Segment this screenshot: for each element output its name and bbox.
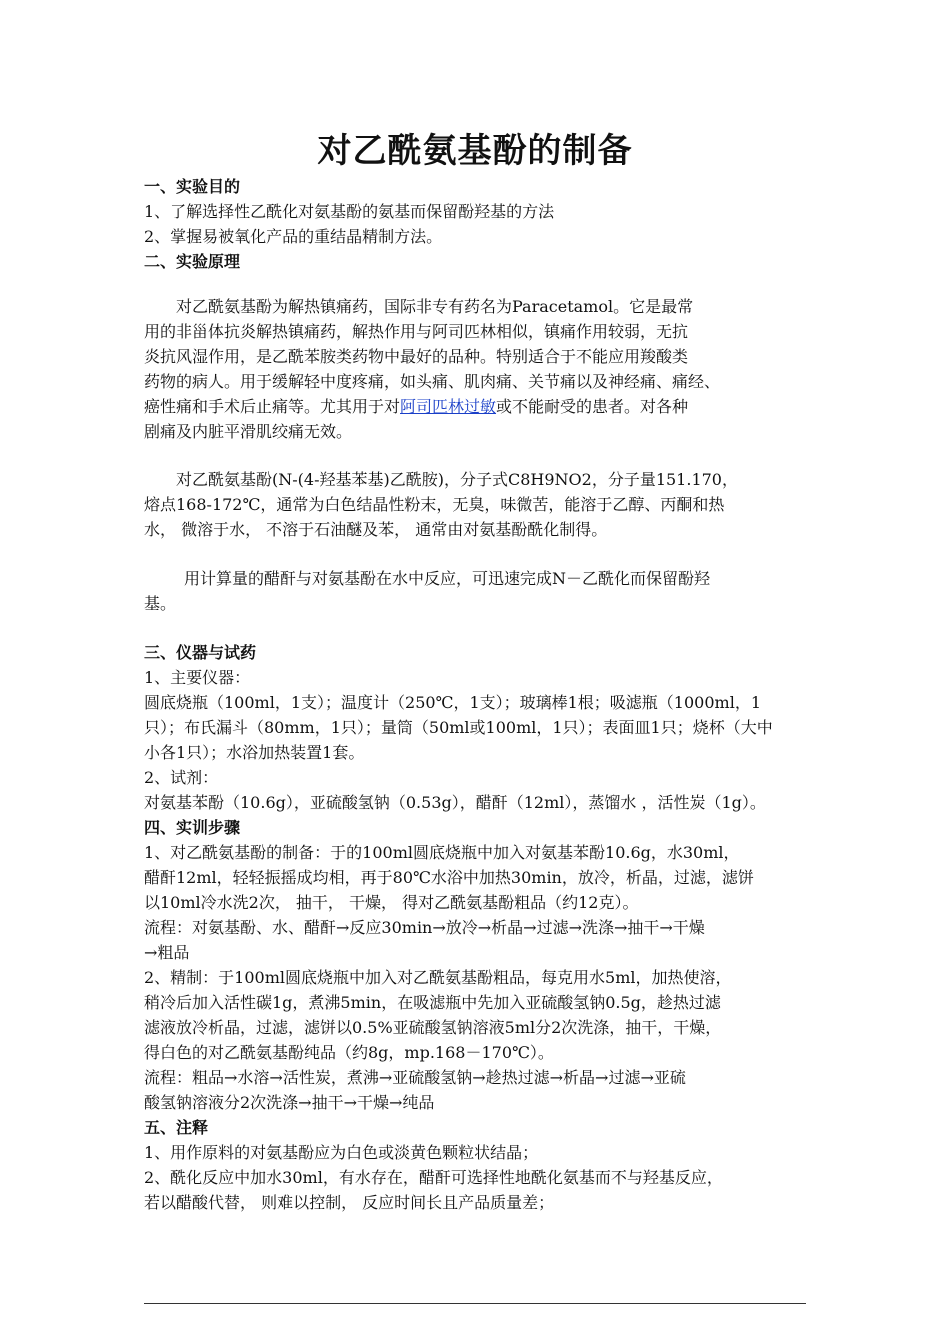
text-line: 圆底烧瓶（100ml，1支）；温度计（250℃，1支）；玻璃棒1根；吸滤瓶（1000ml，1: [144, 693, 761, 712]
text-line: 滤液放冷析晶，过滤，滤饼以0.5%亚硫酸氢钠溶液5ml分2次洗涤，抽干，干燥，: [144, 1018, 722, 1037]
text-segment: 或不能耐受的患者。对各种: [496, 397, 689, 416]
principle-paragraph-2: [144, 467, 806, 542]
text-line: 水， 微溶于水， 不溶于石油醚及苯， 通常由对氨基酚酰化制得。: [144, 520, 608, 539]
text-line: 剧痛及内脏平滑肌绞痛无效。: [144, 422, 353, 441]
text-line: 得白色的对乙酰氨基酚纯品（约8g，mp.168－170℃）。: [144, 1043, 554, 1062]
text-line: 对乙酰氨基酚(N-(4-羟基苯基)乙酰胺)，分子式C8H9NO2，分子量151.170，: [176, 470, 738, 489]
text-line: [144, 394, 806, 419]
text-line: 用的非甾体抗炎解热镇痛药，解热作用与阿司匹林相似，镇痛作用较弱，无抗: [144, 322, 689, 341]
aspirin-allergy-link[interactable]: 阿司匹林过敏: [400, 397, 497, 416]
text-line: 对氨基苯酚（10.6g），亚硫酸氢钠（0.53g），醋酐（12ml），蒸馏水 ，活性炭（1g）。: [144, 793, 766, 812]
section-heading: 三、仪器与试药: [144, 643, 257, 662]
text-line: 流程：对氨基酚、水、醋酐→反应30min→放冷→析晶→过滤→洗涤→抽干→干燥: [144, 918, 705, 937]
text-line: 1、主要仪器：: [144, 668, 251, 687]
text-line: 1、用作原料的对氨基酚应为白色或淡黄色颗粒状结晶；: [144, 1143, 539, 1162]
text-line: 小各1只）；水浴加热装置1套。: [144, 743, 365, 762]
text-line: 2、精制：于100ml圆底烧瓶中加入对乙酰氨基酚粗品，每克用水5ml，加热使溶，: [144, 968, 732, 987]
text-line: 以10ml冷水洗2次， 抽干， 干燥， 得对乙酰氨基酚粗品（约12克）。: [144, 893, 639, 912]
text-line: 醋酐12ml，轻轻振摇成均相，再于80℃水浴中加热30min，放冷，析晶，过滤，滤饼: [144, 868, 754, 887]
text-line: 1、对乙酰氨基酚的制备：于的100ml圆底烧瓶中加入对氨基苯酚10.6g，水30ml，: [144, 843, 740, 862]
text-segment: 癌性痛和手术后止痛等。尤其用于对: [144, 397, 401, 416]
text-line: 若以醋酸代替， 则难以控制， 反应时间长且产品质量差；: [144, 1193, 555, 1212]
section-heading: 一、实验目的: [144, 177, 241, 196]
section-heading: 二、实验原理: [144, 252, 241, 271]
section-equipment: [144, 640, 806, 1215]
text-line: 流程：粗品→水溶→活性炭，煮沸→亚硫酸氢钠→趁热过滤→析晶→过滤→亚硫: [144, 1068, 686, 1087]
text-line: 药物的病人。用于缓解轻中度疼痛，如头痛、肌肉痛、关节痛以及神经痛、痛经、: [144, 372, 721, 391]
text-line: 2、掌握易被氧化产品的重结晶精制方法。: [144, 227, 443, 246]
text-line: 2、酰化反应中加水30ml，有水存在，醋酐可选择性地酰化氨基而不与羟基反应，: [144, 1168, 723, 1187]
text-line: 基。: [144, 594, 177, 613]
section-objectives: [144, 174, 806, 274]
principle-paragraph-1: [144, 294, 806, 444]
text-line: 炎抗风湿作用，是乙酰苯胺类药物中最好的品种。特别适合于不能应用羧酸类: [144, 347, 689, 366]
text-line: 2、试剂：: [144, 768, 219, 787]
section-heading: 五、注释: [144, 1118, 209, 1137]
text-line: →粗品: [144, 943, 190, 962]
text-line: 熔点168-172℃，通常为白色结晶性粉末，无臭，味微苦，能溶于乙醇、丙酮和热: [144, 495, 725, 514]
principle-paragraph-3: [144, 566, 806, 616]
text-line: 1、了解选择性乙酰化对氨基酚的氨基而保留酚羟基的方法: [144, 202, 555, 221]
text-line: 稍冷后加入活性碳1g，煮沸5min，在吸滤瓶中先加入亚硫酸氢钠0.5g，趁热过滤: [144, 993, 721, 1012]
section-heading: 四、实训步骤: [144, 818, 241, 837]
text-line: 用计算量的醋酐与对氨基酚在水中反应，可迅速完成N－乙酰化而保留酚羟: [184, 569, 711, 588]
text-line: 只）；布氏漏斗（80mm，1只）；量筒（50ml或100ml，1只）；表面皿1只；烧杯（大中: [144, 718, 773, 737]
text-line: 酸氢钠溶液分2次洗涤→抽干→干燥→纯品: [144, 1093, 435, 1112]
footer-divider: [144, 1303, 806, 1304]
page-title: 对乙酰氨基酚的制备: [317, 131, 633, 171]
text-line: 对乙酰氨基酚为解热镇痛药，国际非专有药名为Paracetamol。它是最常: [176, 297, 694, 316]
